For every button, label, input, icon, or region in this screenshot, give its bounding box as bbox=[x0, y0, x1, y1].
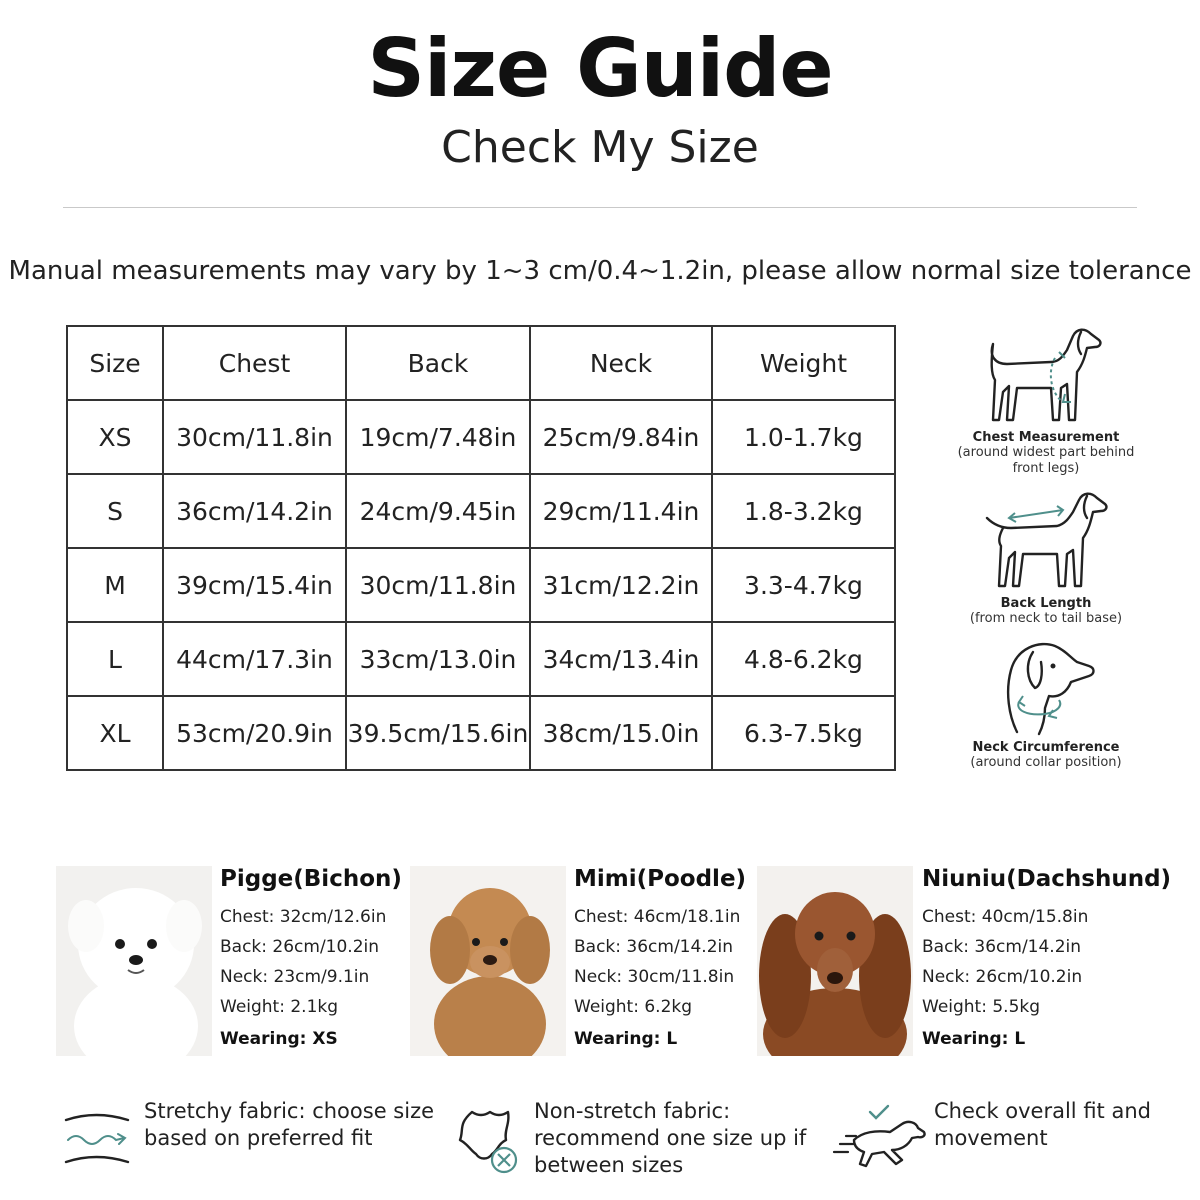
dog-back: Back: 36cm/14.2in bbox=[574, 937, 734, 957]
table-cell: 24cm/9.45in bbox=[346, 474, 530, 548]
table-cell: 39.5cm/15.6in bbox=[346, 696, 530, 770]
dog-weight: Weight: 5.5kg bbox=[922, 997, 1041, 1017]
table-header-row bbox=[67, 326, 895, 400]
bichon-photo bbox=[56, 866, 212, 1056]
table-cell: 6.3-7.5kg bbox=[712, 696, 895, 770]
dog-weight: Weight: 2.1kg bbox=[220, 997, 339, 1017]
table-cell: 1.8-3.2kg bbox=[712, 474, 895, 548]
table-cell: 30cm/11.8in bbox=[346, 548, 530, 622]
table-cell: M bbox=[67, 548, 163, 622]
measure-desc: (around widest part behind bbox=[957, 445, 1135, 460]
tip-line: recommend one size up if bbox=[534, 1126, 807, 1150]
table-row bbox=[67, 548, 895, 622]
table-cell: XL bbox=[67, 696, 163, 770]
tip-text bbox=[534, 1098, 806, 1179]
dog-chest: Chest: 40cm/15.8in bbox=[922, 907, 1089, 927]
dog-name: Niuniu(Dachshund) bbox=[922, 866, 1172, 892]
dog-back: Back: 26cm/10.2in bbox=[220, 937, 380, 957]
table-row bbox=[67, 474, 895, 548]
header-back: Back bbox=[346, 326, 530, 400]
dog-info bbox=[574, 866, 746, 1056]
dog-neck: Neck: 30cm/11.8in bbox=[574, 967, 735, 987]
table-cell: 38cm/15.0in bbox=[530, 696, 712, 770]
dog-neck: Neck: 23cm/9.1in bbox=[220, 967, 370, 987]
stretch-fabric-icon bbox=[62, 1112, 132, 1166]
back-length-guide bbox=[946, 488, 1146, 627]
dog-wearing: Wearing: XS bbox=[220, 1029, 338, 1049]
table-cell: S bbox=[67, 474, 163, 548]
measure-desc: front legs) bbox=[1012, 461, 1080, 476]
table-cell: 4.8-6.2kg bbox=[712, 622, 895, 696]
header-neck: Neck bbox=[530, 326, 712, 400]
table-cell: 36cm/14.2in bbox=[163, 474, 346, 548]
page-title: Size Guide bbox=[367, 22, 833, 115]
table-cell: 19cm/7.48in bbox=[346, 400, 530, 474]
table-cell: XS bbox=[67, 400, 163, 474]
tip-line: between sizes bbox=[534, 1153, 684, 1177]
dog-chest: Chest: 46cm/18.1in bbox=[574, 907, 741, 927]
dog-chest-icon bbox=[981, 322, 1111, 430]
non-stretch-fabric-icon bbox=[452, 1104, 524, 1176]
table-row bbox=[67, 400, 895, 474]
table-cell: 53cm/20.9in bbox=[163, 696, 346, 770]
tip-line: based on preferred fit bbox=[144, 1126, 373, 1150]
page-subtitle: Check My Size bbox=[441, 122, 759, 173]
dog-neck-icon bbox=[981, 636, 1111, 740]
dog-weight: Weight: 6.2kg bbox=[574, 997, 693, 1017]
poodle-photo bbox=[410, 866, 566, 1056]
measure-title: Back Length bbox=[1000, 596, 1092, 611]
dog-neck: Neck: 26cm/10.2in bbox=[922, 967, 1083, 987]
tip-line: Check overall fit and bbox=[934, 1099, 1151, 1123]
header-size: Size bbox=[67, 326, 163, 400]
table-cell: 3.3-4.7kg bbox=[712, 548, 895, 622]
tolerance-note: Manual measurements may vary by 1~3 cm/0.4~1.2in, please allow normal size tolerance bbox=[8, 256, 1192, 286]
tip-line: Non-stretch fabric: bbox=[534, 1099, 731, 1123]
tip-line: movement bbox=[934, 1126, 1048, 1150]
dog-name: Pigge(Bichon) bbox=[220, 866, 402, 892]
tip-text bbox=[144, 1098, 434, 1152]
dog-back-icon bbox=[981, 488, 1111, 596]
running-dog-check-icon bbox=[832, 1102, 928, 1172]
dog-wearing: Wearing: L bbox=[922, 1029, 1026, 1049]
table-cell: 30cm/11.8in bbox=[163, 400, 346, 474]
dog-back: Back: 36cm/14.2in bbox=[922, 937, 1082, 957]
dog-chest: Chest: 32cm/12.6in bbox=[220, 907, 387, 927]
header-weight: Weight bbox=[712, 326, 895, 400]
chest-measurement-guide bbox=[946, 322, 1146, 477]
table-cell: 33cm/13.0in bbox=[346, 622, 530, 696]
table-cell: 34cm/13.4in bbox=[530, 622, 712, 696]
table-cell: 31cm/12.2in bbox=[530, 548, 712, 622]
tip-text bbox=[934, 1098, 1151, 1152]
table-row bbox=[67, 696, 895, 770]
table-row bbox=[67, 622, 895, 696]
neck-circumference-guide bbox=[946, 636, 1146, 771]
divider bbox=[63, 207, 1137, 208]
tip-line: Stretchy fabric: choose size bbox=[144, 1099, 435, 1123]
dachshund-photo bbox=[757, 866, 913, 1056]
table-cell: 39cm/15.4in bbox=[163, 548, 346, 622]
table-cell: 29cm/11.4in bbox=[530, 474, 712, 548]
measure-title: Chest Measurement bbox=[972, 430, 1120, 445]
measure-desc: (around collar position) bbox=[970, 755, 1122, 770]
measure-title: Neck Circumference bbox=[972, 740, 1120, 755]
table-cell: L bbox=[67, 622, 163, 696]
dog-info bbox=[220, 866, 402, 1056]
measure-desc: (from neck to tail base) bbox=[969, 611, 1123, 626]
table-cell: 25cm/9.84in bbox=[530, 400, 712, 474]
dog-name: Mimi(Poodle) bbox=[574, 866, 747, 892]
header-chest: Chest bbox=[163, 326, 346, 400]
dog-info bbox=[922, 866, 1171, 1056]
table-cell: 1.0-1.7kg bbox=[712, 400, 895, 474]
dog-wearing: Wearing: L bbox=[574, 1029, 678, 1049]
table-cell: 44cm/17.3in bbox=[163, 622, 346, 696]
size-table bbox=[66, 325, 896, 771]
